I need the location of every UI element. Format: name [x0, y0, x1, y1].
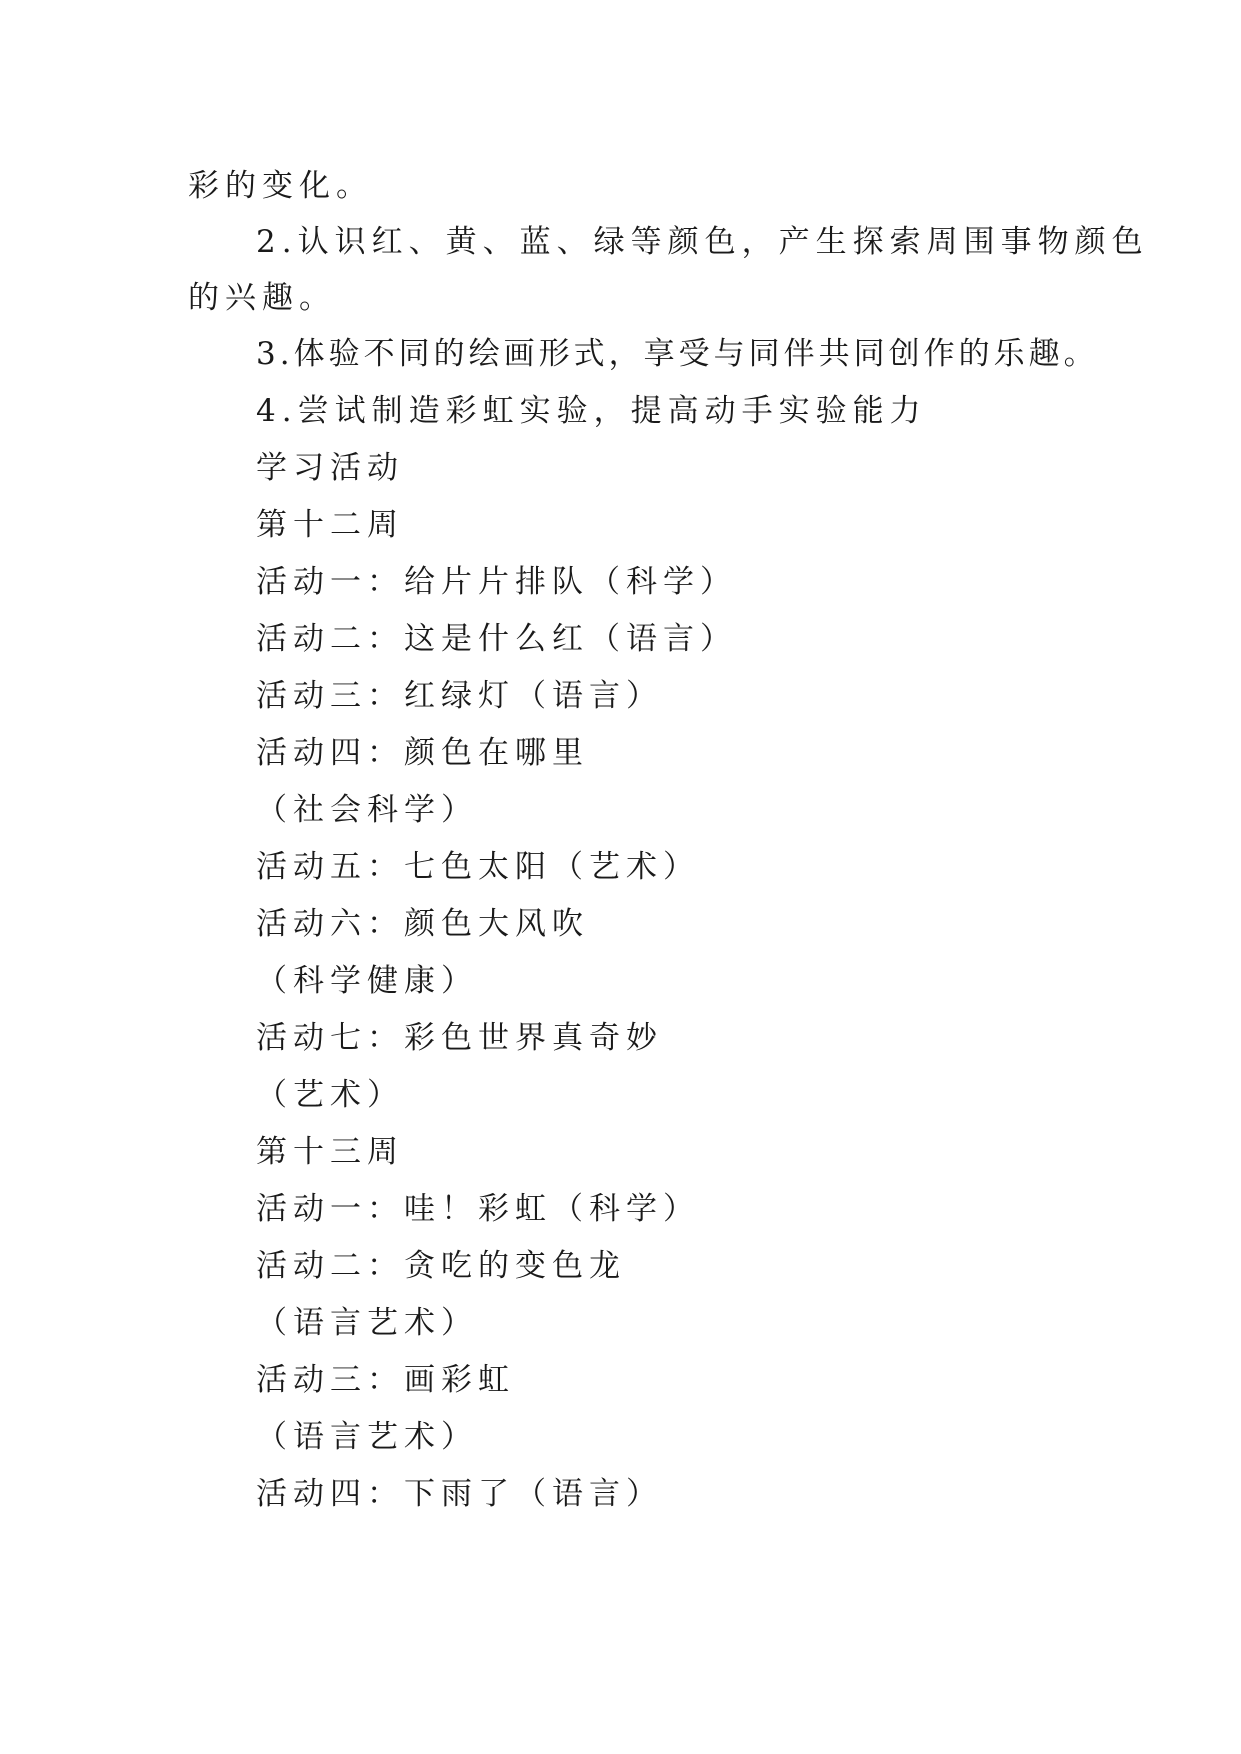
activity-item: 活动五：七色太阳（艺术）: [256, 849, 700, 885]
goal-item-4: 4.尝试制造彩虹实验，提高动手实验能力: [256, 393, 927, 429]
activity-item: 活动三：画彩虹: [256, 1362, 515, 1398]
week-heading: 第十三周: [256, 1134, 404, 1170]
goal-item-3: 3.体验不同的绘画形式，享受与同伴共同创作的乐趣。: [256, 336, 1099, 372]
activity-item: 活动三：红绿灯（语言）: [256, 678, 663, 714]
goal-item-2: 2.认识红、黄、蓝、绿等颜色，产生探索周围事物颜色: [256, 224, 1149, 260]
activity-subject: （语言艺术）: [256, 1419, 478, 1455]
activity-item: 活动一：哇！彩虹（科学）: [256, 1191, 700, 1227]
activity-subject: （语言艺术）: [256, 1305, 478, 1341]
activity-item: 活动六：颜色大风吹: [256, 906, 589, 942]
activity-item: 活动一：给片片排队（科学）: [256, 564, 737, 600]
week-heading: 第十二周: [256, 507, 404, 543]
activity-item: 活动四：颜色在哪里: [256, 735, 589, 771]
activity-item: 活动二：这是什么红（语言）: [256, 621, 737, 657]
activity-item: 活动七：彩色世界真奇妙: [256, 1020, 663, 1056]
section-heading: 学习活动: [256, 450, 404, 486]
activity-subject: （艺术）: [256, 1077, 404, 1113]
text-line: 彩的变化。: [188, 168, 373, 204]
activity-subject: （科学健康）: [256, 963, 478, 999]
activity-subject: （社会科学）: [256, 792, 478, 828]
activity-item: 活动二：贪吃的变色龙: [256, 1248, 626, 1284]
activity-item: 活动四：下雨了（语言）: [256, 1476, 663, 1512]
text-line: 的兴趣。: [188, 280, 336, 316]
